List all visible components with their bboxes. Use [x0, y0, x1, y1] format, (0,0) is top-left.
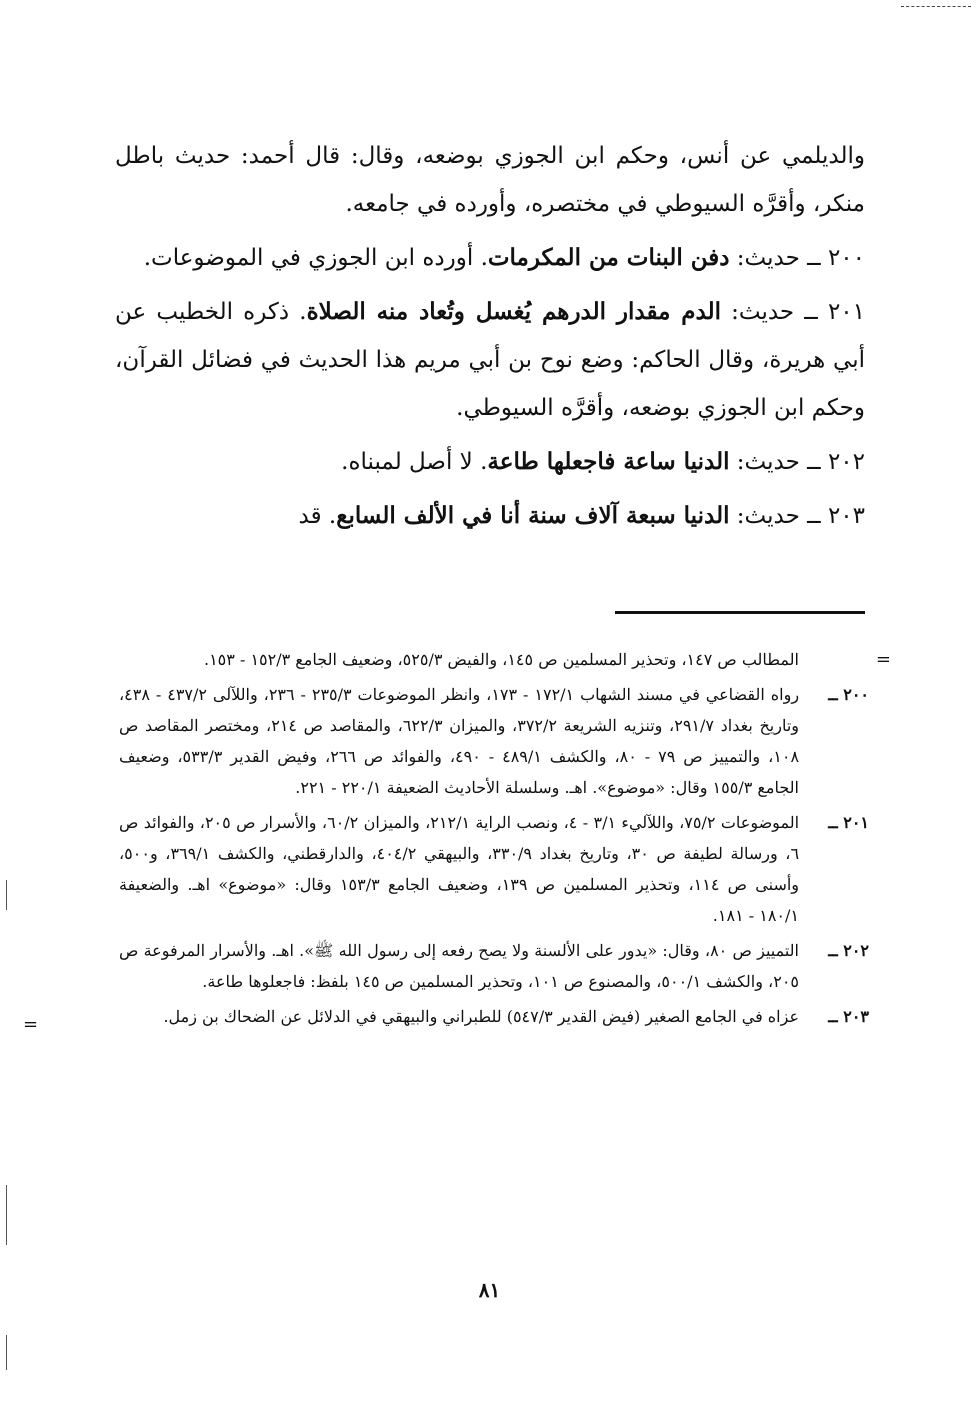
footnote-text: المطالب ص ١٤٧، وتحذير المسلمين ص ١٤٥، والفيض ٥٢٥/٣، وضعيف الجامع ١٥٢/٣ - ١٥٣. — [203, 650, 799, 669]
footnotes — [23, 644, 891, 1036]
footnote-201 — [119, 807, 869, 931]
entry-number: ٢٠٠ ــ حديث: — [729, 245, 865, 271]
footnote-200 — [119, 679, 869, 803]
footnote-203 — [23, 1001, 869, 1035]
footnote-text: عزاه في الجامع الصغير (فيض القدير ٥٤٧/٣) للطبراني والبيهقي في الدلائل عن الضحاك بن زمل. — [163, 1007, 799, 1026]
footnote-number: ٢٠٠ ــ — [828, 685, 869, 704]
scan-artifact-line — [6, 880, 7, 910]
scan-artifact-line — [6, 1335, 7, 1370]
entry-number: ٢٠١ ــ حديث: — [720, 299, 866, 325]
hadith-entry-201 — [115, 288, 865, 432]
entry-number: ٢٠٢ ــ حديث: — [729, 449, 865, 475]
continuation-mark-end: = — [23, 1014, 39, 1035]
hadith-entry-200 — [115, 234, 865, 282]
footnote-continued — [119, 644, 891, 675]
footnote-202 — [119, 935, 869, 997]
footnote-divider — [615, 611, 865, 614]
paragraph-continuation: والديلمي عن أنس، وحكم ابن الجوزي بوضعه، وقال: قال أحمد: حديث باطل منكر، وأقرَّه السيوطي في مختصره، وأورده في جامعه. — [115, 143, 865, 217]
footnote-number: ٢٠١ ــ — [828, 813, 869, 832]
main-text — [115, 132, 865, 546]
hadith-text: الدنيا سبعة آلاف سنة أنا في الألف السابع — [336, 502, 730, 529]
footnote-text: رواه القضاعي في مسند الشهاب ١٧٢/١ - ١٧٣، وانظر الموضوعات ٢٣٥/٣ - ٢٣٦، واللآلى ٤٣٧/٢ - ٤٣٨، وتاريخ بغداد ٢٩١/٧، وتنزيه الشريعة ٣٧٢/٢، والميزان ٦٢٢/٣، والمقاصد ص ٢١٤، ومختصر المقاصد ص ١٠٨، والتمييز ص ٧٩ - ٨٠، والكشف ٤٨٩/١ - ٤٩٠، والفوائد ص ٢٦٦، وفيض القدير ٥٣٣/٣، وضعيف الجامع ١٥٥/٣ وقال: «موضوع». اهـ. وسلسلة الأحاديث الضعيفة ٢٢٠/١ - ٢٢١. — [119, 685, 800, 797]
scan-artifact-line — [6, 1185, 7, 1245]
footnote-number: ٢٠٢ ــ — [828, 941, 869, 960]
scan-edge-mark — [901, 6, 971, 7]
page-number: ٨١ — [478, 1278, 501, 1302]
footnote-text: التمييز ص ٨٠، وقال: «يدور على الألسنة ولا يصح رفعه إلى رسول الله ﷺ». اهـ. والأسرار المرفوعة ص ٢٠٥، والكشف ٥٠٠/١، والمصنوع ص ١٠١، وتحذير المسلمين ص ١٤٥ بلفظ: فاجعلوها طاعة. — [119, 941, 800, 991]
entry-comment: . أورده ابن الجوزي في الموضوعات. — [143, 245, 488, 271]
hadith-text: الدنيا ساعة فاجعلها طاعة — [487, 448, 730, 475]
hadith-text: الدم مقدار الدرهم يُغسل وتُعاد منه الصلاة — [306, 298, 721, 325]
hadith-entry-202 — [115, 438, 865, 486]
footnote-number: ٢٠٣ ــ — [828, 1007, 869, 1026]
entry-comment: . قد — [298, 503, 337, 529]
continuation-mark: = — [875, 649, 891, 670]
hadith-entry-203 — [115, 492, 865, 540]
entry-comment: . ذكره الخطيب عن أبي هريرة، وقال الحاكم: وضع نوح بن أبي مريم هذا الحديث في فضائل القرآن، وحكم ابن الجوزي بوضعه، وأقرَّه السيوطي. — [115, 299, 865, 421]
footnote-text: الموضوعات ٧٥/٢، واللآليء ٣/١ - ٤، ونصب الراية ٢١٢/١، والميزان ٦٠/٢، والأسرار ص ٢٠٥، والفوائد ص ٦، ورسالة لطيفة ص ٣٠، وتاريخ بغداد ٣٣٠/٩، والبيهقي ٤٠٤/٢، والدارقطني، والكشف ٣٦٩/١، و٥٠٠، وأسنى ص ١١٤، وتحذير المسلمين ص ١٣٩، وضعيف الجامع ١٥٣/٣ وقال: «موضوع» اهـ. والضعيفة ١٨٠/١ - ١٨١. — [119, 813, 800, 925]
hadith-text: دفن البنات من المكرمات — [487, 244, 730, 271]
entry-comment: . لا أصل لمبناه. — [341, 449, 488, 475]
entry-number: ٢٠٣ ــ حديث: — [729, 503, 865, 529]
